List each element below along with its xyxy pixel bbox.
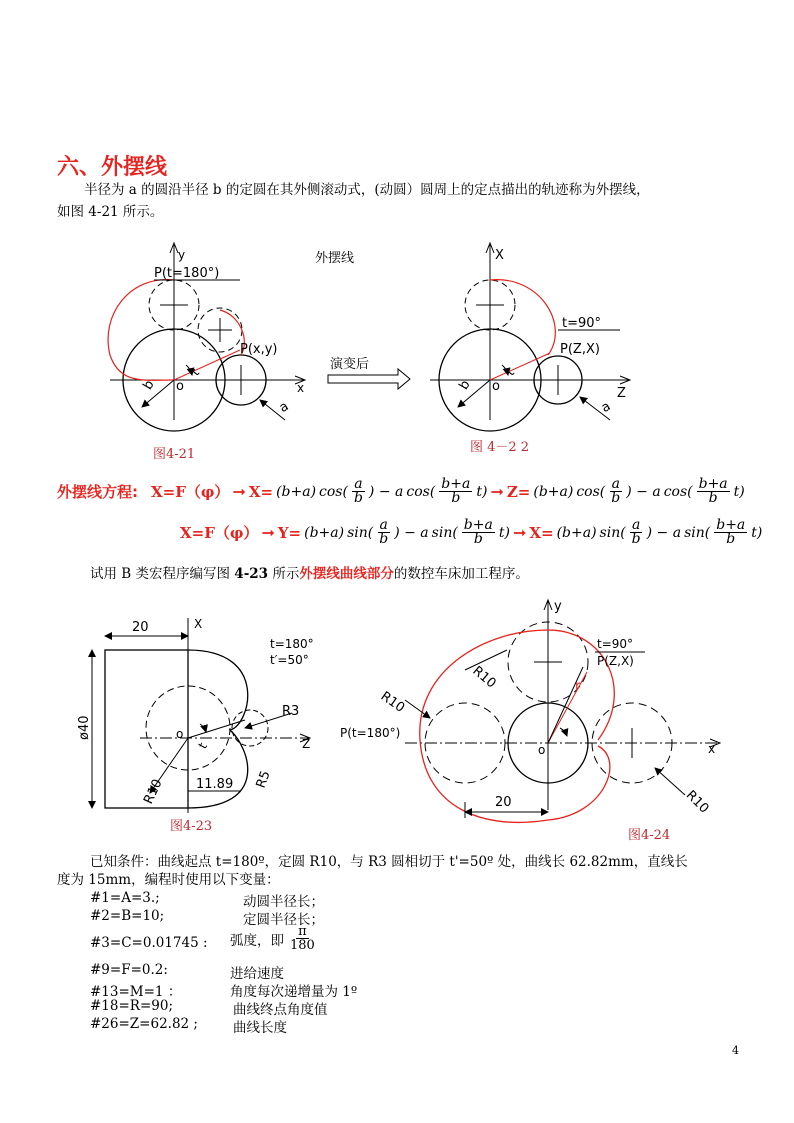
variable-code: #13=M=1 ： xyxy=(90,984,182,1000)
fig3-t-label: t xyxy=(195,740,210,752)
eq2-minus-a: ) − a xyxy=(394,524,429,541)
frac-a-b xyxy=(352,478,365,505)
eq2-close-b: t) xyxy=(751,524,763,541)
conditions-line-1: 已知条件：曲线起点 t=180º，定圆 R10，与 R3 圆相切于 t'=50º 处，曲线长 62.82mm，直线长 xyxy=(90,854,688,870)
eq1-close: t) xyxy=(476,483,488,500)
frac-den: b xyxy=(473,531,483,547)
fig2-b-label: b xyxy=(456,377,474,393)
fig3-r10: R10 xyxy=(141,776,166,807)
frac-ba-b xyxy=(714,519,747,546)
frac-num: b+a xyxy=(716,517,746,533)
variable-desc: 曲线终点角度值 xyxy=(233,1002,328,1018)
fig-4-23-caption: 图4-23 xyxy=(170,819,213,834)
epicycloid-figures-top xyxy=(90,235,650,465)
frac-den: b xyxy=(611,490,621,506)
fig3-x-label: X xyxy=(194,617,203,631)
frac-ba-b xyxy=(462,519,495,546)
fig3-z-label: Z xyxy=(302,737,311,751)
frac-num: a xyxy=(379,517,388,533)
variable-desc: 进给速度 xyxy=(230,966,284,982)
variable-row xyxy=(90,998,173,1014)
eq-arrow-icon: ➞ xyxy=(232,482,246,501)
fig-4-24-caption: 图4-24 xyxy=(628,828,671,843)
task-suffix: 的数控车床加工程序。 xyxy=(393,566,529,582)
frac-den: b xyxy=(451,490,461,506)
frac-num: a xyxy=(354,476,363,492)
fig4-o-label: o xyxy=(538,743,546,757)
fig4-epicycloid-curve xyxy=(420,630,615,822)
transform-arrow-label: 演变后 xyxy=(330,357,370,372)
eq2-minus-b: ) − a xyxy=(646,524,682,541)
variable-row xyxy=(90,1016,198,1032)
fig3-diameter: ø40 xyxy=(77,715,92,740)
fig4-pzx-label: P(Z,X) xyxy=(597,654,634,668)
fig-4-21-caption: 图4-21 xyxy=(153,447,196,462)
fig4-r10-a: R10 xyxy=(377,688,408,716)
intro-line-1: 半径为 a 的圆沿半径 b 的定圆在其外侧滚动式，(动圆）圆周上的定点描出的轨迹称为外摆线， xyxy=(84,182,650,198)
variable-row xyxy=(90,935,208,951)
figure-4-24 xyxy=(335,590,735,840)
fig1-p-start-label: P(t=180°) xyxy=(154,266,220,281)
transform-arrow-icon xyxy=(328,369,410,389)
fig3-r5: R5 xyxy=(253,768,274,791)
variable-desc: 曲线长度 xyxy=(233,1020,287,1036)
eq1-z: Z= xyxy=(506,482,531,501)
frac-ba-b xyxy=(439,478,472,505)
fig2-t-label: t=90° xyxy=(562,316,602,331)
task-fig-ref: 4-23 xyxy=(234,566,269,582)
frac-a-b xyxy=(630,519,643,546)
fig2-a-label: a xyxy=(598,398,614,416)
variable-row xyxy=(90,890,160,906)
variable-code: #1=A=3.; xyxy=(90,890,160,906)
frac-den: b xyxy=(726,531,736,547)
eq2-close: t) xyxy=(498,524,510,541)
fig4-x-label: x xyxy=(708,742,716,756)
frac-den: b xyxy=(631,531,641,547)
variable-code: #26=Z=62.82 ; xyxy=(90,1016,198,1032)
figure-4-21 xyxy=(108,243,354,431)
pi-over-180-fraction xyxy=(288,925,317,952)
frac-num: b+a xyxy=(463,517,493,533)
eq1-prefix: X=F（φ） xyxy=(151,483,230,501)
frac-a-b xyxy=(609,478,622,505)
variable-code: #9=F=0.2: xyxy=(90,962,168,978)
frac-num: a xyxy=(631,517,641,533)
eq2-sin-a: sin( xyxy=(347,524,374,541)
eq2-x: X= xyxy=(529,523,554,542)
task-highlight: 外摆线曲线部分 xyxy=(299,566,394,582)
eq2-sin-b: sin( xyxy=(431,524,458,541)
eq1-minus-b: ) − a xyxy=(626,483,661,500)
frac-num: b+a xyxy=(441,476,471,492)
variable-desc-text: 弧度，即 xyxy=(230,932,284,949)
task-prefix: 试用 B 类宏程序编写图 xyxy=(90,566,235,582)
eq1-cos-a: cos( xyxy=(319,483,348,500)
fig3-dim-20: 20 xyxy=(132,620,149,635)
fig2-z-label: Z xyxy=(617,386,626,401)
figure-4-22 xyxy=(430,243,630,431)
eq2-prefix: X=F（φ） xyxy=(180,524,259,542)
section-heading: 六、外摆线 xyxy=(57,155,168,180)
fig1-y-label: y xyxy=(178,248,186,262)
task-middle: 所示 xyxy=(268,566,300,582)
fig3-r5-circle xyxy=(232,710,268,746)
eq1-cos-b: cos( xyxy=(406,483,436,500)
variable-desc xyxy=(230,925,318,952)
fig3-t1: t=180° xyxy=(270,637,314,651)
fig4-p-start-label: P(t=180°) xyxy=(340,726,401,740)
fig1-pxy-label: P(x,y) xyxy=(240,342,278,357)
fig3-r3: R3 xyxy=(282,704,300,719)
eq2-sin-c: sin( xyxy=(599,524,626,541)
frac-a-b xyxy=(377,519,390,546)
eq1-cos-c: cos( xyxy=(576,483,606,500)
intro-line-2: 如图 4-21 所示。 xyxy=(57,204,164,220)
fig1-x-label: x xyxy=(297,381,305,395)
page-number: 4 xyxy=(732,1044,739,1057)
frac-den: b xyxy=(379,531,389,547)
fig4-dim-20: 20 xyxy=(495,795,512,810)
eq1-x: X= xyxy=(248,482,274,501)
variable-row xyxy=(90,980,181,1000)
eq1-lead-b: (b+a) xyxy=(533,483,574,500)
fig4-y-label: y xyxy=(554,599,562,614)
eq2-sin-d: sin( xyxy=(684,524,711,541)
frac-num: a xyxy=(611,476,620,492)
frac-ba-b xyxy=(697,478,730,505)
fig4-r10-b: R10 xyxy=(469,663,499,692)
fig3-t2: t′=50° xyxy=(270,653,309,667)
frac-den: b xyxy=(708,490,718,506)
fig1-b-label: b xyxy=(140,377,158,393)
eq1-lead-a: (b+a) xyxy=(276,483,317,500)
eq1-cos-d: cos( xyxy=(663,483,693,500)
variable-code: #3=C=0.01745 : xyxy=(90,935,208,951)
eq1-minus-a: ) − a xyxy=(368,483,404,500)
frac-den: b xyxy=(353,490,363,506)
equation-line-2 xyxy=(180,519,762,546)
eq-arrow-icon: ➞ xyxy=(512,523,527,542)
variable-desc: 角度每次递增量为 1º xyxy=(230,984,358,1000)
variable-code: #18=R=90; xyxy=(90,998,174,1014)
fig4-r-label: r xyxy=(575,679,581,694)
fig1-title: 外摆线 xyxy=(315,251,355,266)
equation-line-1 xyxy=(57,478,745,505)
variable-code: #2=B=10; xyxy=(90,908,165,924)
fig1-a-label: a xyxy=(276,398,292,416)
fig4-r10-c: R10 xyxy=(682,787,712,817)
fig3-dim-1189: 11.89 xyxy=(196,777,234,792)
figure-4-23 xyxy=(70,598,340,828)
fig2-epicycloid-curve xyxy=(490,280,555,355)
variable-desc: 动圆半径长； xyxy=(243,894,324,910)
variable-row xyxy=(90,962,168,978)
equation-label: 外摆线方程: xyxy=(57,483,138,501)
fig2-pzx-label: P(Z,X) xyxy=(560,342,600,357)
eq2-lead-a: (b+a) xyxy=(304,524,345,541)
conditions-line-2: 度为 15mm，编程时使用以下变量： xyxy=(57,872,280,888)
eq2-lead-b: (b+a) xyxy=(556,524,597,541)
task-line xyxy=(90,564,529,584)
fig2-x-label: X xyxy=(495,248,504,263)
variable-row xyxy=(90,908,164,924)
fig2-o-label: o xyxy=(492,379,500,394)
fig4-t-label: t=90° xyxy=(597,637,634,651)
eq-arrow-icon: ➞ xyxy=(261,523,275,542)
fig-4-22-caption: 图 4－2 2 xyxy=(470,440,530,455)
frac-den: 180 xyxy=(290,938,315,953)
eq-arrow-icon: ➞ xyxy=(490,482,504,501)
fig2-angle-label: t xyxy=(503,365,518,379)
eq1-close-b: t) xyxy=(733,483,745,500)
frac-num: b+a xyxy=(698,476,728,492)
eq2-y: Y= xyxy=(277,523,302,542)
variable-desc: 定圆半径长； xyxy=(243,912,324,928)
fig3-o-label: o xyxy=(176,727,184,741)
fig1-t-label: t xyxy=(188,365,203,379)
frac-num: π xyxy=(298,924,307,939)
fig1-o-label: o xyxy=(176,379,184,394)
